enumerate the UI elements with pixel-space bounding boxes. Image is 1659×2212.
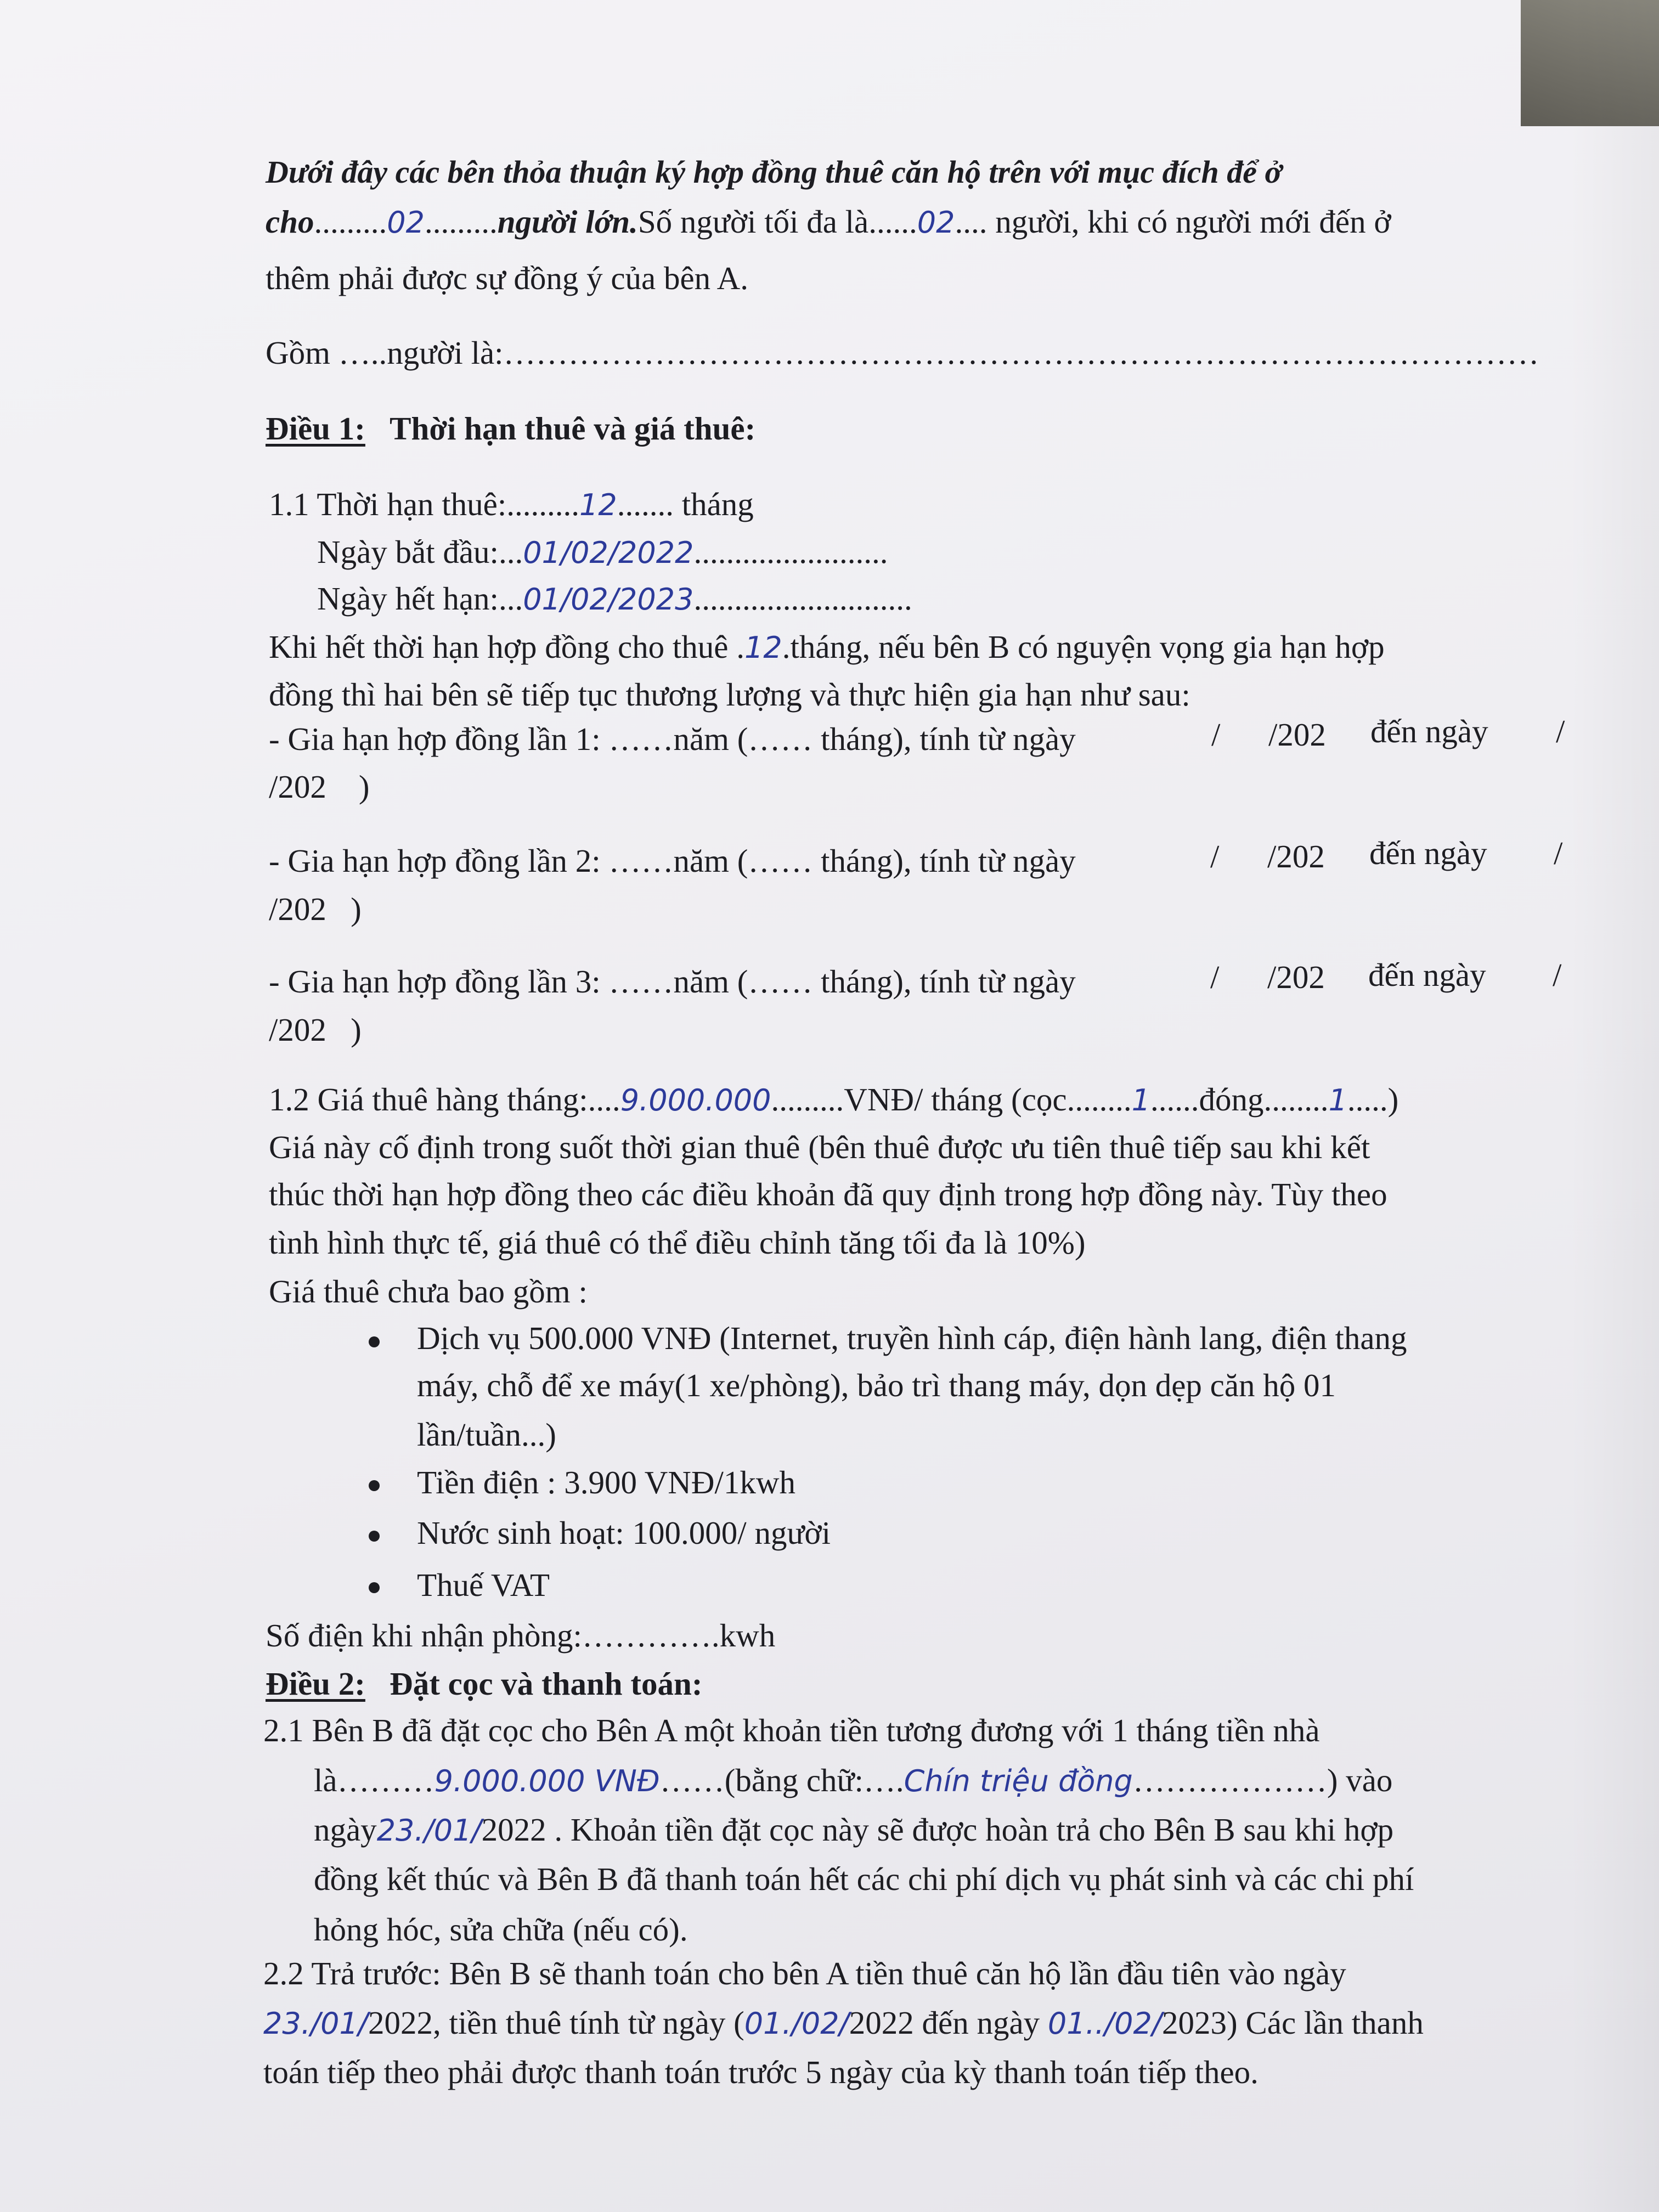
extension-2-year: /202 (1267, 838, 1325, 874)
extension-1-to-label: đến ngày (1370, 713, 1488, 749)
deposit-line-4: đồng kết thúc và Bên B đã thanh toán hết các chi phí dịch vụ phát sinh và các chi phí (314, 1861, 1414, 1897)
prepay-line-1: 2.2 Trả trước: Bên B sẽ thanh toán cho bên A tiền thuê căn hộ lần đầu tiên vào ngày (263, 1955, 1346, 1991)
service-fee-line-1: Dịch vụ 500.000 VNĐ (Internet, truyền hình cáp, điện hành lang, điện thang (417, 1320, 1407, 1356)
dot-leader: ......... (314, 204, 387, 240)
deposit-line-2 (314, 1764, 1392, 1797)
handwritten-period-end: 01../02/ (1047, 2006, 1163, 2041)
dot-leader: .... (955, 204, 988, 240)
end-date-line (317, 580, 912, 617)
article-1-title: Thời hạn thuê và giá thuê: (390, 410, 756, 447)
bullet-dot (369, 1480, 380, 1491)
price-pay-label: ......đóng........ (1150, 1081, 1329, 1118)
dot-leader: ...... (868, 204, 917, 240)
handwritten-renew-months: 12 (744, 630, 782, 665)
extension-3-to-label: đến ngày (1368, 957, 1486, 993)
price-close: .....) (1347, 1081, 1399, 1118)
dot-leader: ......... (771, 1081, 844, 1118)
price-label: 1.2 Giá thuê hàng tháng:.... (269, 1081, 620, 1118)
service-fee-line-3: lần/tuần...) (417, 1417, 556, 1453)
extension-3-line (269, 963, 1076, 1000)
handwritten-start-date: 01/02/2022 (523, 535, 694, 570)
electricity-rate: Tiền điện : 3.900 VNĐ/1kwh (417, 1464, 796, 1500)
deposit-line-5: hỏng hóc, sửa chữa (nếu có). (314, 1911, 688, 1948)
extension-1-slash-2: / (1556, 713, 1565, 749)
intro-line-4: Gồm …..người là:…………………………………………………………………………………… (266, 335, 1539, 371)
renew-text-b: .tháng, nếu bên B có nguyện vọng gia hạn hợp (782, 629, 1385, 665)
extension-2-line (269, 845, 1076, 877)
term-line (269, 488, 754, 521)
handwritten-first-payment-date: 23./01/ (263, 2006, 368, 2041)
intro-for-label: cho (266, 204, 314, 240)
price-fixed-line-1 (269, 1131, 1559, 1164)
intro-max-label: Số người tối đa là (637, 204, 869, 240)
extension-3-line-2: /202 ) (269, 1012, 362, 1048)
dot-leader: ....... (617, 486, 674, 522)
extension-2-slash: / (1210, 838, 1220, 874)
end-date-label: Ngày hết hạn:... (317, 580, 523, 617)
extension-1-year: /202 (1268, 716, 1326, 753)
article-2-number: Điều 2: (266, 1666, 365, 1702)
service-fee-line-2: máy, chỗ để xe máy(1 xe/phòng), bảo trì thang máy, dọn dẹp căn hộ 01 (417, 1367, 1336, 1403)
term-label: 1.1 Thời hạn thuê: (269, 486, 507, 522)
bullet-dot (369, 1582, 380, 1593)
handwritten-adults: 02 (387, 205, 425, 240)
article-2-heading (266, 1668, 702, 1700)
dot-leader: ........................... (693, 580, 912, 617)
article-2-title: Đặt cọc và thanh toán: (390, 1666, 703, 1702)
article-1-number: Điều 1: (266, 410, 365, 447)
handwritten-monthly-price: 9.000.000 (620, 1083, 771, 1118)
intro-new-person-label: người, khi có người mới đến ở (987, 204, 1391, 240)
renew-line-1 (269, 631, 1385, 663)
prepay-from-label: 2022, tiền thuê tính từ ngày ( (368, 2005, 744, 2041)
handwritten-pay-months: 1 (1328, 1083, 1347, 1118)
prepay-to-label: 2022 đến ngày (849, 2005, 1048, 2041)
renew-text-a: Khi hết thời hạn hợp đồng cho thuê . (269, 629, 744, 665)
extension-1-text: - Gia hạn hợp đồng lần 1: ……năm (…… tháng), tính từ ngày (269, 721, 1076, 757)
handwritten-amount-in-words: Chín triệu đồng (904, 1764, 1133, 1798)
exclusions-label: Giá thuê chưa bao gồm : (269, 1273, 588, 1310)
extension-1-line (269, 723, 1076, 755)
extension-1-line-2: /202 ) (269, 769, 370, 805)
deposit-refund-text: 2022 . Khoản tiền đặt cọc này sẽ được hoàn trả cho Bên B sau khi hợp (481, 1812, 1394, 1848)
start-date-label: Ngày bắt đầu:... (317, 534, 523, 570)
deposit-on-label: ………………) vào (1132, 1762, 1393, 1798)
dot-leader: ........................ (693, 534, 888, 570)
prepay-line-2 (263, 2007, 1424, 2039)
water-rate: Nước sinh hoạt: 100.000/ người (417, 1515, 831, 1551)
price-fixed-text-1: Giá này cố định trong suốt thời gian thuê (bên thuê được ưu tiên thuê tiếp sau khi kết (269, 1129, 1370, 1165)
deposit-date-label: ngày (314, 1812, 377, 1848)
bullet-dot (369, 1531, 380, 1542)
renew-line-2: đồng thì hai bên sẽ tiếp tục thương lượng và thực hiện gia hạn như sau: (269, 676, 1190, 713)
deposit-line-3 (314, 1814, 1393, 1846)
extension-2-slash-2: / (1554, 835, 1563, 871)
handwritten-deposit-amount: 9.000.000 VNĐ (434, 1764, 660, 1798)
price-fixed-line-2: thúc thời hạn hợp đồng theo các điều khoản đã quy định trong hợp đồng này. Tùy theo (269, 1176, 1387, 1212)
intro-line-1: Dưới đây các bên thỏa thuận ký hợp đồng thuê căn hộ trên với mục đích để ở (266, 154, 1282, 190)
extension-3-slash-2: / (1553, 957, 1562, 993)
extension-3-year: /202 (1267, 959, 1325, 995)
dot-leader: ......... (506, 486, 579, 522)
article-1-heading (266, 410, 756, 447)
deposit-words-label: ……(bằng chữ:…. (659, 1762, 904, 1798)
intro-line-3: thêm phải được sự đồng ý của bên A. (266, 260, 749, 296)
prepay-line-3: toán tiếp theo phải được thanh toán trước 5 ngày của kỳ thanh toán tiếp theo. (263, 2054, 1259, 2090)
price-line (269, 1081, 1399, 1118)
handwritten-term: 12 (579, 488, 617, 522)
extension-1-slash: / (1211, 716, 1221, 753)
intro-adults-label: người lớn. (497, 204, 638, 240)
term-unit: tháng (673, 486, 754, 522)
deposit-line-1: 2.1 Bên B đã đặt cọc cho Bên A một khoản tiền tương đương với 1 tháng tiền nhà (263, 1712, 1320, 1748)
prepay-next-label: 2023) Các lần thanh (1162, 2005, 1424, 2041)
extension-2-to-label: đến ngày (1369, 835, 1487, 871)
vat-item: Thuế VAT (417, 1567, 550, 1603)
extension-3-slash: / (1210, 959, 1220, 995)
handwritten-max-people: 02 (917, 205, 955, 240)
handwritten-end-date: 01/02/2023 (523, 582, 694, 617)
handwritten-deposit-date: 23./01/ (376, 1813, 482, 1848)
handwritten-deposit-months: 1 (1131, 1083, 1150, 1118)
price-fixed-line-3: tình hình thực tế, giá thuê có thể điều chỉnh tăng tối đa là 10%) (269, 1224, 1086, 1261)
intro-line-2 (266, 206, 1391, 238)
deposit-is-label: là……… (314, 1762, 435, 1798)
price-deposit-label: VNĐ/ tháng (cọc........ (844, 1081, 1132, 1118)
meter-reading-line: Số điện khi nhận phòng:………….kwh (266, 1617, 776, 1654)
bullet-dot (369, 1336, 380, 1347)
handwritten-period-start: 01./02/ (744, 2006, 849, 2041)
extension-3-text: - Gia hạn hợp đồng lần 3: ……năm (…… tháng), tính từ ngày (269, 963, 1076, 1000)
extension-2-line-2: /202 ) (269, 891, 362, 927)
start-date-line (317, 536, 888, 568)
dot-leader: ......... (424, 204, 498, 240)
extension-2-text: - Gia hạn hợp đồng lần 2: ……năm (…… tháng), tính từ ngày (269, 843, 1076, 879)
